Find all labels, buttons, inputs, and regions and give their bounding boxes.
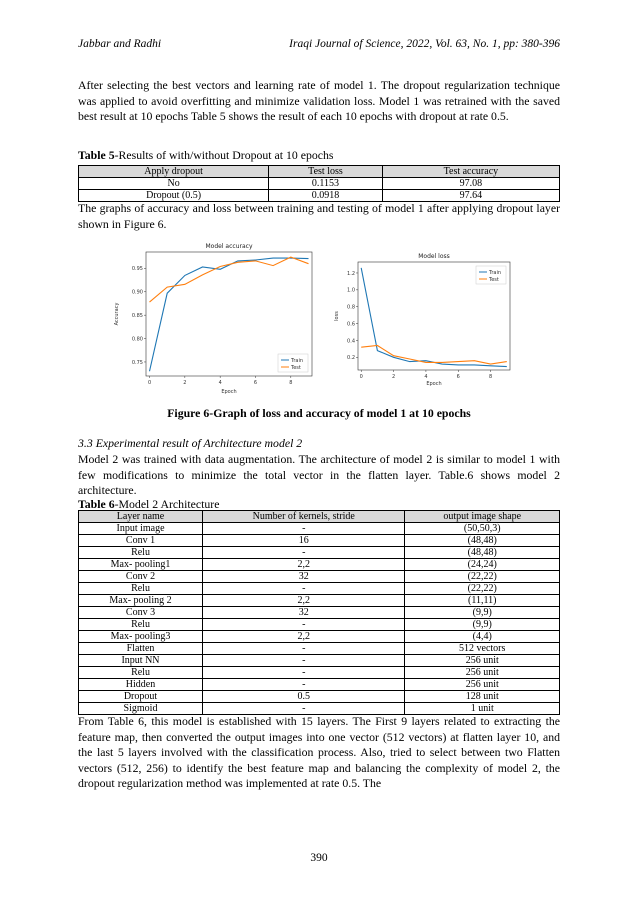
table-cell: - (203, 643, 405, 655)
loss-legend-label-train: Train (489, 269, 501, 276)
loss-y-axis-label: loss (334, 311, 340, 321)
table-cell: Flatten (79, 643, 203, 655)
table5-header-row (79, 166, 560, 178)
table-cell: 512 vectors (405, 643, 560, 655)
table-cell: 256 unit (405, 655, 560, 667)
table-row (79, 583, 560, 595)
table-cell: Relu (79, 619, 203, 631)
table-cell: 32 (203, 607, 405, 619)
table-cell: 97.08 (382, 178, 559, 190)
accuracy-y-tick-label: 0.95 (131, 266, 143, 273)
accuracy-x-tick-label: 0 (147, 380, 152, 386)
table-cell: Relu (79, 547, 203, 559)
accuracy-series-test-line (150, 257, 309, 302)
paragraph-model2-discussion: From Table 6, this model is established with 15 layers. The First 9 layers related to extracting the feature map, then converted the output images into one vector (512 vectors) at flatten layer 10, and the last 5 layers involved with the classification process. Also, tried to select between two Flatten vectors (512, 256) to identify the best feature map and balancing the complexity of model 2, the dropout regularization method was implemented at rate 0.5. The (78, 714, 560, 791)
header-authors: Jabbar and Radhi (78, 38, 162, 50)
table5-header-cell: Test accuracy (382, 166, 559, 178)
table6-header-cell: output image shape (405, 511, 560, 523)
accuracy-x-axis-label: Epoch (221, 389, 237, 395)
accuracy-y-tick-label: 0.90 (131, 289, 143, 296)
table-cell: 1 unit (405, 703, 560, 715)
table-cell: 2,2 (203, 559, 405, 571)
header-journal: Iraqi Journal of Science, 2022, Vol. 63, No. 1, pp: 380-396 (289, 38, 560, 50)
table-cell: Input NN (79, 655, 203, 667)
table5-title: -Results of with/without Dropout at 10 epochs (114, 148, 334, 162)
section-heading: 3.3 Experimental result of Architecture model 2 (78, 436, 303, 450)
table-cell: 256 unit (405, 679, 560, 691)
table-cell: (22,22) (405, 583, 560, 595)
table-cell: 256 unit (405, 667, 560, 679)
table-cell: (48,48) (405, 547, 560, 559)
table-row (79, 667, 560, 679)
table-cell: (22,22) (405, 571, 560, 583)
loss-legend-label-test: Test (489, 276, 499, 283)
table-row (79, 190, 560, 202)
table-row (79, 559, 560, 571)
paragraph-model2: Model 2 was trained with data augmentation. The architecture of model 2 is similar to model 1 with few modifications to minimize the total vector in the flatten layer. Table.6 shows model 2 architecture. (78, 452, 560, 498)
table-cell: Input image (79, 523, 203, 535)
loss-chart (330, 250, 516, 390)
table5-caption (78, 148, 334, 163)
loss-x-tick-label: 6 (456, 374, 460, 380)
table-cell: - (203, 703, 405, 715)
table-row (79, 595, 560, 607)
accuracy-legend-label-train: Train (291, 357, 303, 364)
table-cell: Sigmoid (79, 703, 203, 715)
loss-x-tick-label: 0 (359, 374, 363, 380)
loss-y-tick-label: 0.6 (347, 321, 355, 328)
loss-x-tick-label: 8 (489, 374, 493, 380)
table-cell: (9,9) (405, 607, 560, 619)
table-row (79, 643, 560, 655)
table-cell: Dropout (79, 691, 203, 703)
accuracy-y-tick-label: 0.85 (131, 312, 143, 319)
table-cell: (50,50,3) (405, 523, 560, 535)
table-row (79, 178, 560, 190)
loss-x-tick-label: 2 (391, 374, 396, 380)
table6-label: Table 6 (78, 497, 115, 511)
loss-y-tick-label: 1.0 (347, 287, 355, 294)
table-cell: - (203, 583, 405, 595)
table-row (79, 655, 560, 667)
accuracy-x-tick-label: 2 (183, 380, 187, 386)
table-cell: (9,9) (405, 619, 560, 631)
table-cell: - (203, 547, 405, 559)
loss-y-tick-label: 0.2 (347, 355, 355, 362)
running-header (78, 38, 560, 50)
table-cell: Relu (79, 583, 203, 595)
accuracy-y-tick-label: 0.75 (131, 359, 143, 366)
table6-title: -Model 2 Architecture (114, 497, 220, 511)
loss-y-tick-label: 0.8 (347, 304, 355, 311)
table-cell: Max- pooling 2 (79, 595, 203, 607)
loss-series-test-line (361, 346, 507, 365)
table-row (79, 571, 560, 583)
table-cell: 32 (203, 571, 405, 583)
table-cell: - (203, 679, 405, 691)
table-cell: No (79, 178, 269, 190)
table-cell: 2,2 (203, 631, 405, 643)
table-row (79, 703, 560, 715)
table-cell: 128 unit (405, 691, 560, 703)
table-cell: 2,2 (203, 595, 405, 607)
loss-chart-title: Model loss (418, 253, 450, 260)
accuracy-x-tick-label: 6 (253, 380, 258, 386)
table-cell: - (203, 619, 405, 631)
table-row (79, 607, 560, 619)
accuracy-chart (110, 238, 318, 398)
table-cell: 16 (203, 535, 405, 547)
table-row (79, 523, 560, 535)
table5-header-cell: Test loss (269, 166, 383, 178)
table-cell: Dropout (0.5) (79, 190, 269, 202)
table-cell: Conv 2 (79, 571, 203, 583)
accuracy-legend-label-test: Test (291, 364, 301, 371)
table-row (79, 631, 560, 643)
table5-label: Table 5 (78, 148, 115, 162)
table-cell: - (203, 523, 405, 535)
table6 (78, 510, 560, 715)
accuracy-x-tick-label: 4 (218, 380, 222, 386)
loss-x-tick-label: 4 (424, 374, 428, 380)
table5-header-cell: Apply dropout (79, 166, 269, 178)
accuracy-y-tick-label: 0.80 (131, 336, 143, 343)
figure6-caption (0, 406, 638, 421)
page-number: 390 (310, 852, 328, 864)
table-cell: 0.5 (203, 691, 405, 703)
table-cell: (11,11) (405, 595, 560, 607)
table5 (78, 165, 560, 202)
accuracy-chart-title: Model accuracy (205, 243, 253, 250)
table-cell: Conv 1 (79, 535, 203, 547)
table-cell: 0.0918 (269, 190, 383, 202)
table-cell: Conv 3 (79, 607, 203, 619)
figure6-label: Figure 6 (167, 406, 210, 420)
table-cell: Hidden (79, 679, 203, 691)
accuracy-y-axis-label: Accuracy (114, 302, 120, 326)
table-cell: (48,48) (405, 535, 560, 547)
paragraph-figure-intro: The graphs of accuracy and loss between training and testing of model 1 after applying dropout layer shown in Figure 6. (78, 201, 560, 231)
accuracy-x-tick-label: 8 (289, 380, 293, 386)
table-row (79, 547, 560, 559)
table-cell: 97.64 (382, 190, 559, 202)
loss-x-axis-label: Epoch (426, 381, 442, 387)
table-row (79, 679, 560, 691)
table-cell: 0.1153 (269, 178, 383, 190)
paragraph-dropout-intro: After selecting the best vectors and learning rate of model 1. The dropout regularization technique was applied to avoid overfitting and minimize validation loss. Model 1 was retrained with the saved best result at 10 epochs Table 5 shows the result of each 10 epochs with dropout at rate 0.5. (78, 78, 560, 124)
table-cell: (24,24) (405, 559, 560, 571)
table6-header-cell: Number of kernels, stride (203, 511, 405, 523)
table6-header-cell: Layer name (79, 511, 203, 523)
table-cell: - (203, 655, 405, 667)
table-row (79, 535, 560, 547)
table-cell: Max- pooling3 (79, 631, 203, 643)
table-cell: Max- pooling1 (79, 559, 203, 571)
loss-y-tick-label: 0.4 (347, 338, 355, 345)
table-cell: Relu (79, 667, 203, 679)
table-cell: (4,4) (405, 631, 560, 643)
loss-chart-svg (330, 250, 516, 390)
table-row (79, 619, 560, 631)
table-cell: - (203, 667, 405, 679)
figure6-caption-text: -Graph of loss and accuracy of model 1 at 10 epochs (209, 406, 471, 420)
loss-y-tick-label: 1.2 (347, 270, 355, 277)
table-row (79, 691, 560, 703)
table6-header-row (79, 511, 560, 523)
accuracy-chart-svg (110, 238, 318, 398)
